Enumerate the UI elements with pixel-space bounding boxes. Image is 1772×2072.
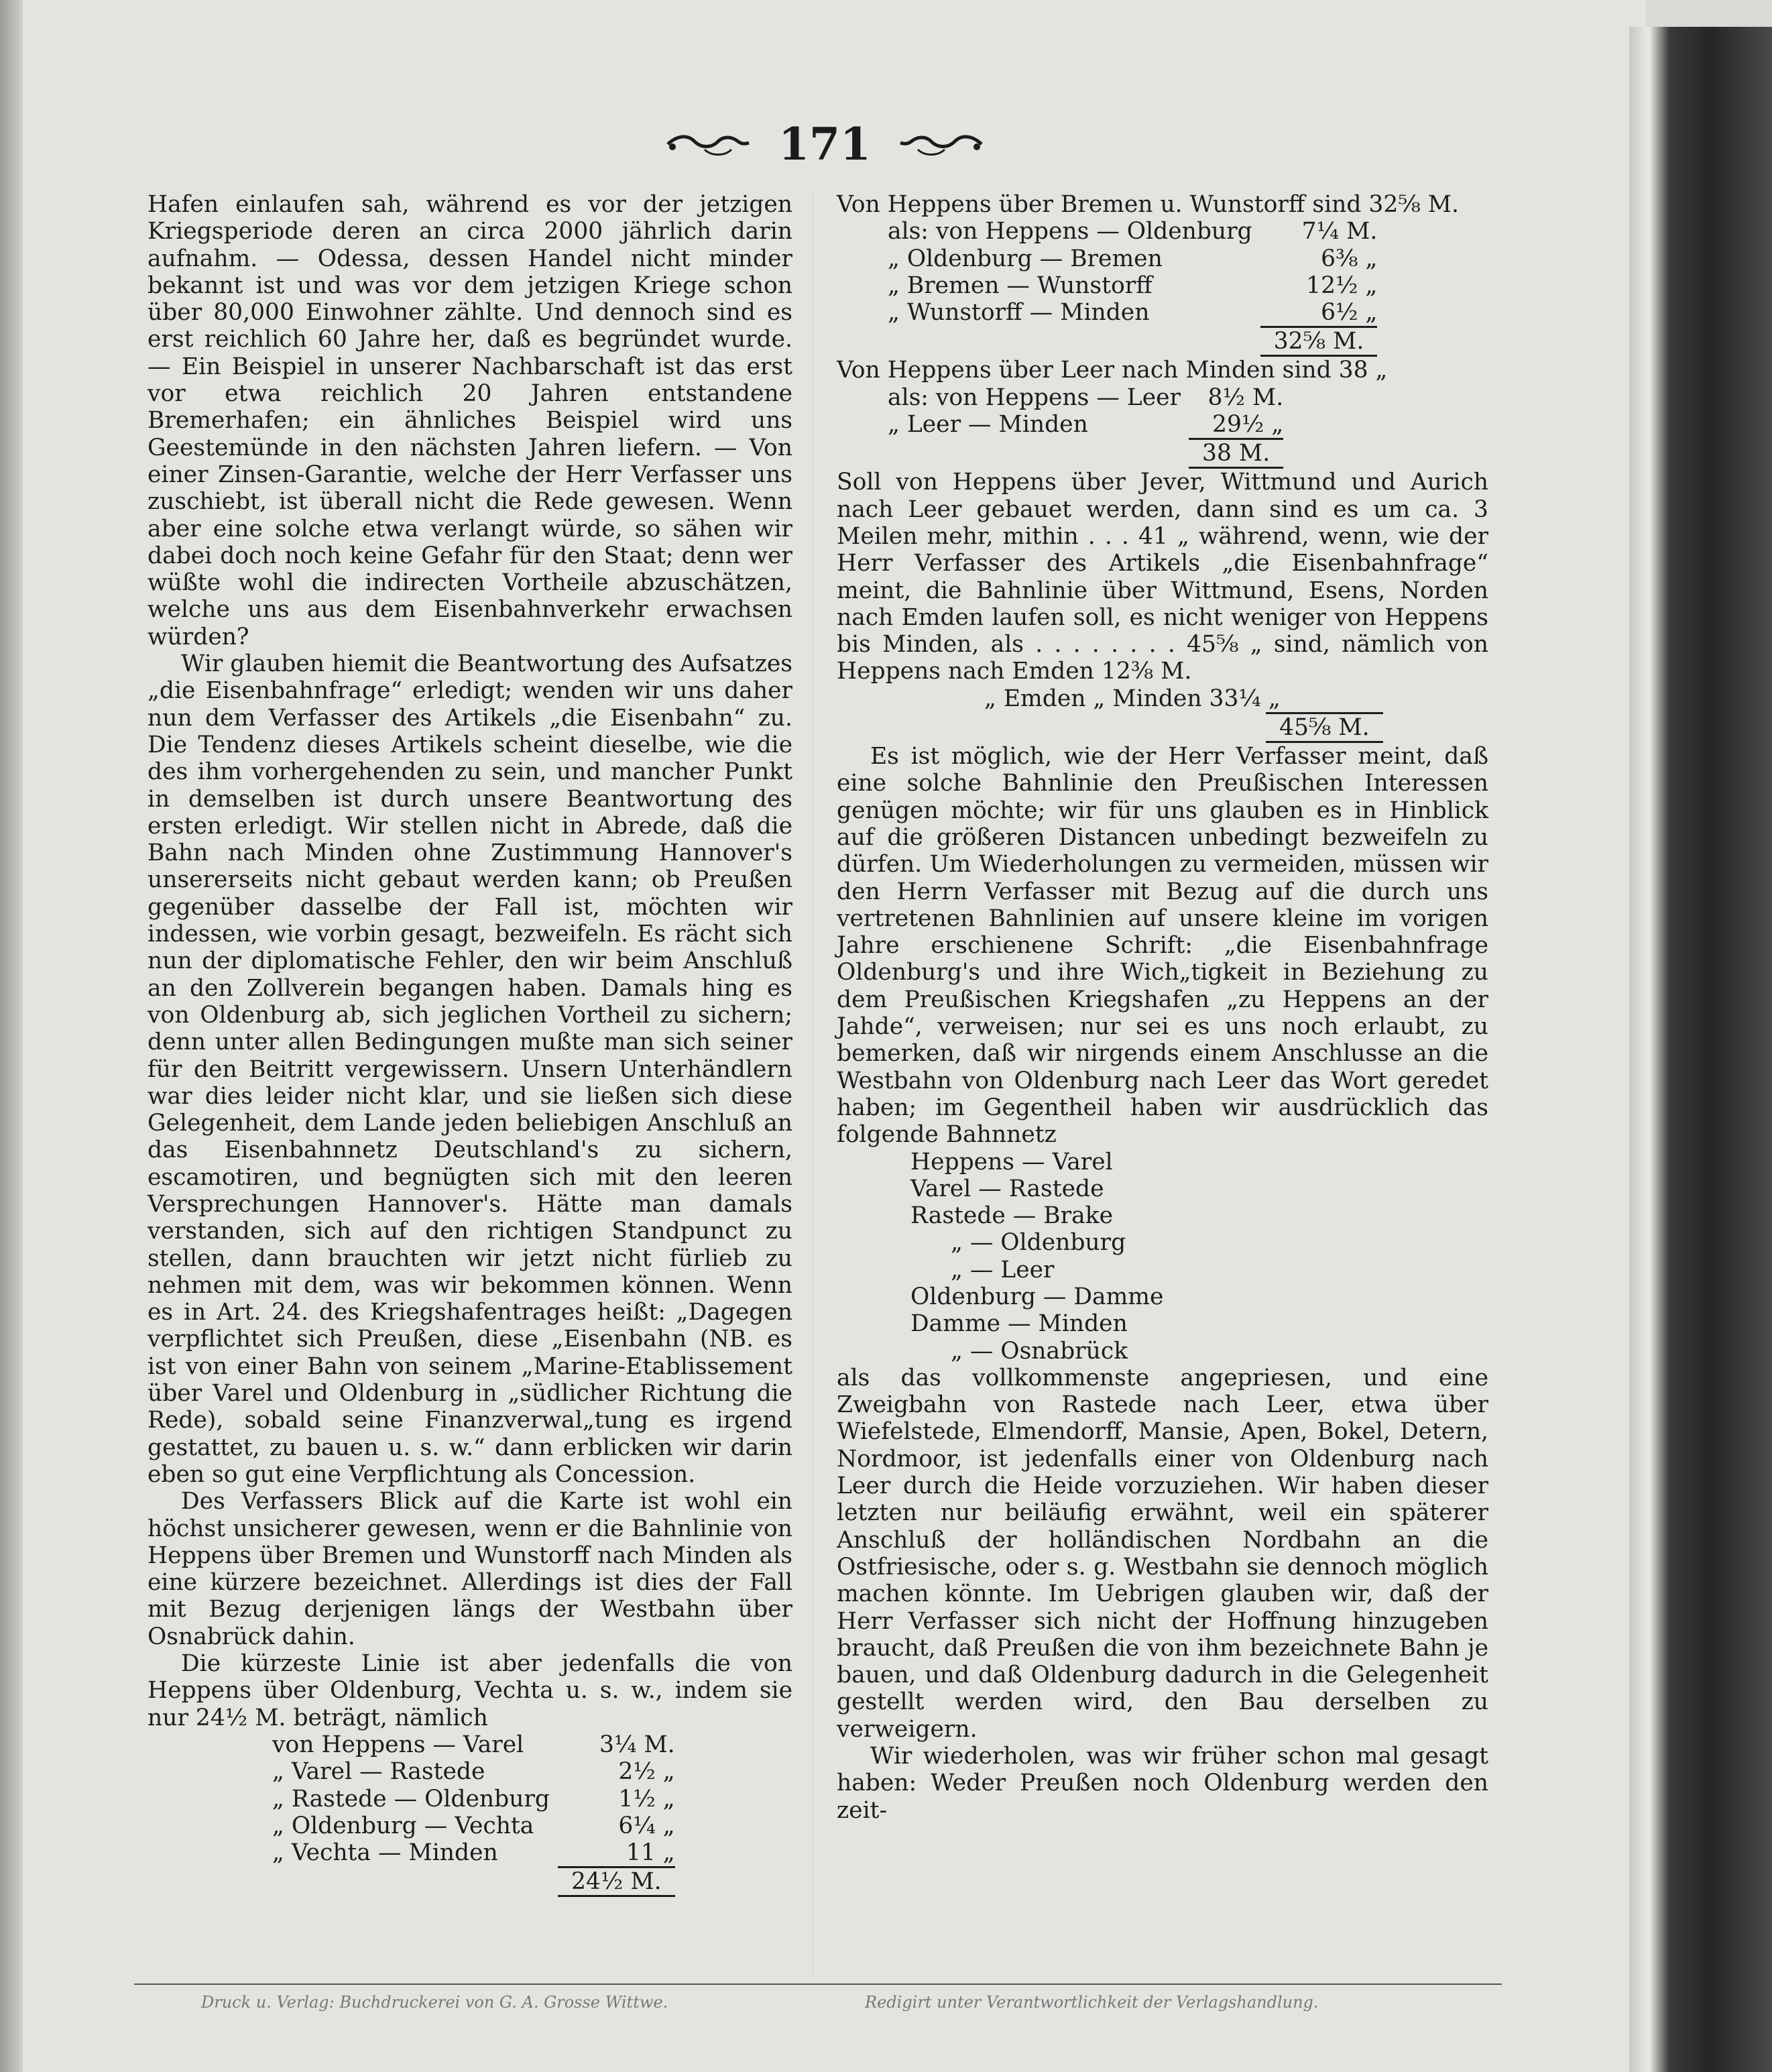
distance-cell: 7¼ M. — [1301, 218, 1378, 245]
route-cell: als: von Heppens — Oldenburg — [888, 218, 1252, 245]
page-header — [664, 114, 986, 174]
distance-table-leer-route — [884, 384, 1287, 469]
book-edge — [1629, 27, 1772, 2072]
right-ornament-icon — [898, 129, 985, 159]
table-row — [884, 384, 1287, 411]
distance-cell: 6⅜ „ — [1321, 245, 1378, 272]
table-row — [884, 218, 1381, 245]
table-row — [268, 1758, 679, 1785]
route-cell: als: von Heppens — Leer — [888, 384, 1181, 411]
paragraph: Von Heppens über Leer nach Minden sind 38 „ — [837, 357, 1388, 384]
paragraph: „ Emden „ Minden 33¼ „ — [984, 685, 1281, 712]
left-column — [147, 191, 792, 1897]
footer-rule — [134, 1983, 1502, 1985]
route-cell: „ Oldenburg — Bremen — [888, 245, 1163, 272]
route-cell: „ Wunstorff — Minden — [888, 299, 1150, 327]
right-column — [837, 191, 1488, 1824]
bahnnetz-list — [910, 1149, 1488, 1365]
paragraph: als das vollkommenste angepriesen, und eine Zweigbahn von Rastede nach Leer, etwa über Wiefelstede, Elmendorff, Mansie, Apen, Bokel, Detern, Nordmoor, ist jedenfalls einer von Oldenburg nach Leer durch die Heide vorzuziehen. Wir haben dieser letzten nur beiläufig erwähnt, weil ein späterer Anschluß der holländischen Nordbahn an die Ostfriesische, oder s. g. Westbahn sie dennoch möglich machen könnte. Im Uebrigen glauben wir, daß der Herr Verfasser sich nicht der Hoffnung hinzugeben braucht, daß Preußen die von ihm bezeichnete Bahn je bauen, und daß Oldenburg dadurch in die Gelegenheit gestellt werden wird, den Bau derselben zu verweigern. — [837, 1364, 1488, 1743]
paragraph: Soll von Heppens über Jever, Wittmund und Aurich nach Leer gebauet werden, dann sind es um ca. 3 Meilen mehr, mithin . . . 41 „ während, wenn, wie der Herr Verfasser des Artikels „die Eisenbahnfrage“ meint, die Bahnlinie über Wittmund, Esens, Norden nach Emden laufen soll, es nicht weniger von Heppens bis Minden, als . . . . . . . . 45⅝ „ sind, nämlich von Heppens nach Emden 12⅜ M. — [837, 469, 1488, 685]
route-cell: „ Vechta — Minden — [272, 1839, 498, 1867]
distance-table-oldenburg-route — [268, 1731, 679, 1897]
distance-cell: 6½ „ — [1321, 299, 1378, 327]
distance-cell: 1½ „ — [618, 1785, 675, 1812]
distance-total: 45⅝ M. — [1266, 712, 1383, 743]
table-row — [884, 299, 1381, 326]
list-item: Oldenburg — Damme — [910, 1283, 1164, 1310]
distance-table-bremen-route — [884, 218, 1381, 357]
table-row — [268, 1839, 679, 1866]
list-item: „ — Oldenburg — [951, 1229, 1126, 1257]
book-spine-shadow — [0, 0, 23, 2072]
paragraph: Es ist möglich, wie der Herr Verfasser meint, daß eine solche Bahnlinie den Preußischen Interessen genügen möchte; wir für uns glauben es in Hinblick auf die größeren Distancen unbedingt bezweifeln zu dürfen. Um Wiederholungen zu vermeiden, müssen wir den Herrn Verfasser mit Bezug auf die durch uns vertretenen Bahnlinien auf unsere kleine im vorigen Jahre erschienene Schrift: „die Eisenbahnfrage Oldenburg's und ihre Wich„tigkeit in Beziehung zu dem Preußischen Kriegshafen „zu Heppens an der Jahde“, verweisen; nur sei es uns noch erlaubt, zu bemerken, daß wir nirgends einem Anschlusse an die Westbahn von Oldenburg nach Leer das Wort geredet haben; im Gegentheil haben wir ausdrücklich das folgende Bahnnetz — [837, 743, 1488, 1149]
list-item: „ — Osnabrück — [951, 1337, 1128, 1365]
table-row — [268, 1812, 679, 1839]
left-ornament-icon — [664, 129, 752, 159]
table-row — [884, 326, 1381, 357]
route-cell: „ Rastede — Oldenburg — [272, 1785, 550, 1812]
distance-cell: 29½ „ — [1212, 411, 1284, 439]
distance-total: 24½ M. — [558, 1866, 675, 1897]
table-row — [884, 272, 1381, 299]
list-item: Heppens — Varel — [910, 1148, 1113, 1175]
list-item: Rastede — Brake — [910, 1202, 1113, 1230]
distance-cell: 11 „ — [626, 1839, 675, 1867]
distance-total: 38 M. — [1189, 438, 1283, 469]
list-item: „ — Leer — [951, 1256, 1055, 1283]
distance-cell: 3¼ M. — [599, 1731, 675, 1758]
paragraph: Wir wiederholen, was wir früher schon mal gesagt haben: Weder Preußen noch Oldenburg werden den zeit- — [837, 1743, 1488, 1824]
list-item: Damme — Minden — [910, 1310, 1128, 1338]
table-row — [268, 1866, 679, 1897]
route-cell: „ Varel — Rastede — [272, 1758, 485, 1786]
distance-cell: 8½ M. — [1207, 384, 1284, 411]
distance-cell: 6¼ „ — [618, 1812, 675, 1839]
paragraph: Die kürzeste Linie ist aber jedenfalls die von Heppens über Oldenburg, Vechta u. s. w., indem sie nur 24½ M. beträgt, nämlich — [147, 1650, 792, 1731]
route-cell: von Heppens — Varel — [272, 1731, 524, 1758]
route-cell: „ Oldenburg — Vechta — [272, 1812, 534, 1839]
route-cell: „ Leer — Minden — [888, 411, 1088, 439]
table-row — [884, 245, 1381, 272]
list-item: Varel — Rastede — [910, 1175, 1104, 1202]
footer-imprint: Druck u. Verlag: Buchdruckerei von G. A. Grosse Wittwe. — [201, 1993, 668, 2012]
paragraph: Wir glauben hiemit die Beantwortung des Aufsatzes „die Eisenbahnfrage“ erledigt; wenden wir uns daher nun dem Verfasser des Artikels „die Eisenbahn“ zu. Die Tendenz dieses Artikels scheint dieselbe, wie die des ihm vorhergehenden zu sein, und mancher Punkt in demselben ist durch unsere Beantwortung des ersten erledigt. Wir stellen nicht in Abrede, daß die Bahn nach Minden ohne Zustimmung Hannover's unsererseits nicht gebaut werden kann; ob Preußen gegenüber dasselbe der Fall ist, möchten wir indessen, wie vorbin gesagt, bezweifeln. Es rächt sich nun der diplomatische Fehler, den wir beim Anschluß an den Zollverein begangen haben. Damals hing es von Oldenburg ab, sich jeglichen Vortheil zu sichern; denn unter allen Bedingungen mußte man sich seiner für den Beitritt vergewissern. Unsern Unterhändlern war dies leider nicht klar, und sie ließen sich diese Gelegenheit, dem Lande jeden beliebigen Anschluß an das Eisenbahnnetz Deutschland's zu sichern, escamotiren, und begnügten sich mit den leeren Versprechungen Hannover's. Hätte man damals verstanden, sich auf den richtigen Standpunct zu stellen, dann brauchten wir jetzt nicht fürlieb zu nehmen mit dem, was wir bekommen können. Wenn es in Art. 24. des Kriegshafentrages heißt: „Dagegen verpflichtet sich Preußen, diese „Eisenbahn (NB. es ist von einer Bahn von seinem „Marine-Etablissement über Varel und Oldenburg in „südlicher Richtung die Rede), sobald seine Finanzverwal„tung es irgend gestattet, zu bauen u. s. w.“ dann erblicken wir darin eben so gut eine Verpflichtung als Concession. — [147, 650, 792, 1488]
table-row — [268, 1731, 679, 1758]
paragraph: Des Verfassers Blick auf die Karte ist wohl ein höchst unsicherer gewesen, wenn er die Bahnlinie von Heppens über Bremen und Wunstorff nach Minden als eine kürzere bezeichnet. Allerdings ist dies der Fall mit Bezug derjenigen längs der Westbahn über Osnabrück dahin. — [147, 1488, 792, 1650]
table-row — [884, 411, 1287, 438]
distance-total: 32⅝ M. — [1260, 326, 1378, 357]
table-row — [884, 438, 1287, 469]
paragraph: Hafen einlaufen sah, während es vor der jetzigen Kriegsperiode deren an circa 2000 jährlich darin aufnahm. — Odessa, dessen Handel nicht minder bekannt ist und was vor dem jetzigen Kriege schon über 80,000 Einwohner zählte. Und dennoch sind es erst reichlich 60 Jahre her, daß es begründet wurde. — Ein Beispiel in unserer Nachbarschaft ist das erst vor etwa reichlich 20 Jahren entstandene Bremerhafen; ein ähnliches Beispiel wird uns Geestemünde in den nächsten Jahren liefern. — Von einer Zinsen-Garantie, welche der Herr Verfasser uns zuschiebt, ist überall nicht die Rede gewesen. Wenn aber eine solche etwa verlangt würde, so sähen wir dabei doch noch keine Gefahr für den Staat; denn wer wüßte wohl die indirecten Vortheile abzuschätzen, welche uns aus dem Eisenbahnverkehr erwachsen würden? — [147, 191, 792, 650]
route-cell: „ Bremen — Wunstorff — [888, 272, 1153, 299]
distance-cell: 12½ „ — [1306, 272, 1378, 299]
distance-cell: 2½ „ — [618, 1758, 675, 1786]
footer-editor-note: Redigirt unter Verantwortlichkeit der Verlagshandlung. — [865, 1993, 1319, 2012]
table-row — [268, 1786, 679, 1812]
paragraph: Von Heppens über Bremen u. Wunstorff sind 32⅝ M. — [837, 191, 1460, 218]
page-number: 171 — [778, 118, 871, 170]
